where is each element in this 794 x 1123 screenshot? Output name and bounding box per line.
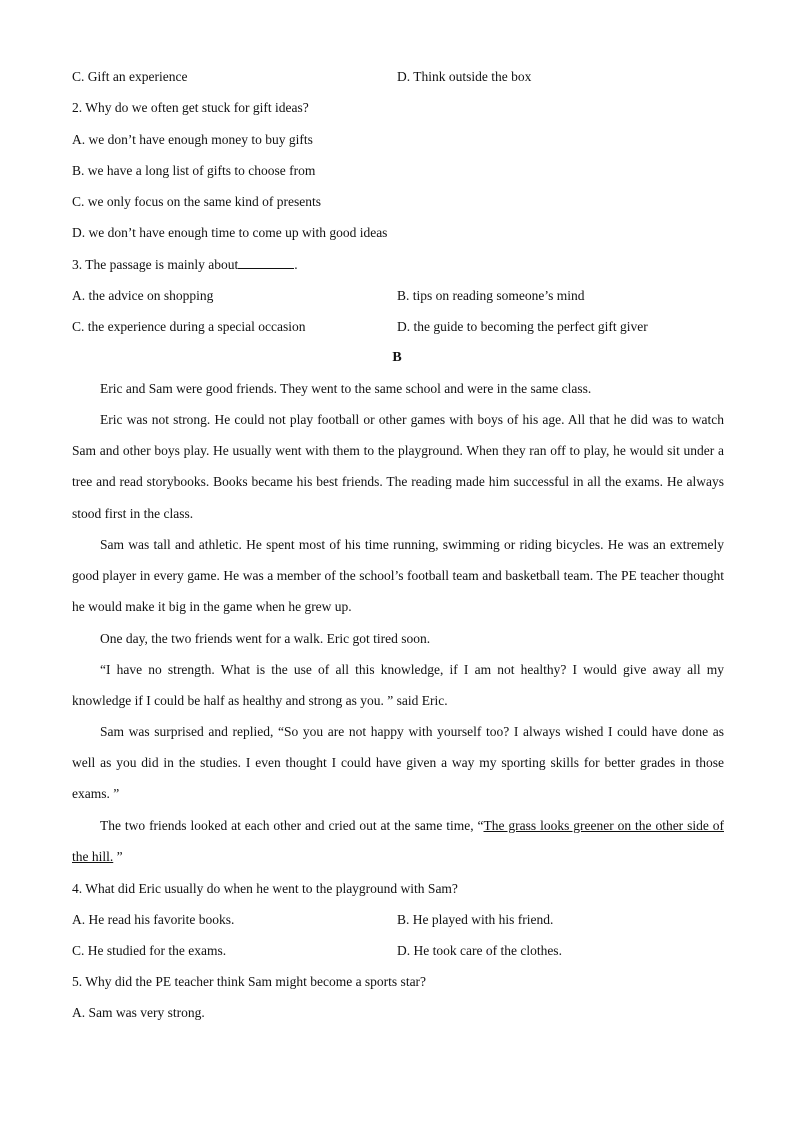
q4-option-a: A. He read his favorite books.	[72, 912, 235, 927]
paragraph-text: Eric was not strong. He could not play football or other games with boys of his age. All that he did was to watch Sam and other boys play. He usually went with them to the playground. When they ran off to play, he would sit under a tree and read storybooks. Books became his best friends. The reading made him successful in all the exams. He always stood first in the class.	[72, 412, 724, 521]
q2-stem: 2. Why do we often get stuck for gift ideas?	[72, 100, 309, 115]
paragraph-text: One day, the two friends went for a walk. Eric got tired soon.	[100, 631, 431, 646]
q3-stem	[72, 256, 298, 273]
passage-paragraph-6	[72, 716, 724, 810]
underlined-sentence: The grass looks greener on the other side of the hill.	[72, 818, 724, 865]
paragraph-text-end: ”	[113, 849, 123, 865]
q1-option-d: D. Think outside the box	[397, 69, 532, 84]
q3-option-a: A. the advice on shopping	[72, 288, 214, 303]
paragraph-text: “I have no strength. What is the use of all this knowledge, if I am not healthy? I would give away all my knowledge if I could be half as healthy and strong as you. ” said Eric.	[72, 662, 724, 709]
paragraph-text: Eric and Sam were good friends. They went to the same school and were in the same class.	[100, 381, 592, 396]
passage-paragraph-7	[72, 810, 724, 872]
paragraph-text: Sam was surprised and replied, “So you are not happy with yourself too? I always wished I could have done as well as you did in the studies. I even thought I could have given a way my sporting skills for better grades in those exams. ”	[72, 724, 724, 802]
passage-paragraph-2	[72, 404, 724, 529]
q4-option-d: D. He took care of the clothes.	[397, 943, 562, 958]
q2-option-b: B. we have a long list of gifts to choose from	[72, 163, 316, 178]
q3-stem-text: 3. The passage is mainly about	[72, 257, 239, 272]
q2-option-c: C. we only focus on the same kind of presents	[72, 194, 321, 209]
passage-paragraph-4	[72, 623, 724, 654]
paragraph-text: Sam was tall and athletic. He spent most of his time running, swimming or riding bicycles. He was an extremely good player in every game. He was a member of the school’s football team and basketball team. The PE teacher thought he would make it big in the game when he grew up.	[72, 537, 724, 615]
q5-stem: 5. Why did the PE teacher think Sam might become a sports star?	[72, 974, 427, 989]
q1-option-c: C. Gift an experience	[72, 69, 188, 84]
passage-paragraph-3	[72, 529, 724, 623]
q3-option-d: D. the guide to becoming the perfect gift giver	[397, 319, 648, 334]
q2-option-a: A. we don’t have enough money to buy gifts	[72, 132, 313, 147]
q4-stem: 4. What did Eric usually do when he went to the playground with Sam?	[72, 881, 458, 896]
section-heading: B	[392, 350, 402, 365]
passage-paragraph-5	[72, 654, 724, 716]
q2-option-d: D. we don’t have enough time to come up with good ideas	[72, 225, 388, 240]
q4-option-b: B. He played with his friend.	[397, 912, 554, 927]
q3-option-b: B. tips on reading someone’s mind	[397, 288, 585, 303]
paragraph-text: The two friends looked at each other and cried out at the same time, “	[100, 818, 484, 833]
q5-option-a: A. Sam was very strong.	[72, 1005, 205, 1020]
q4-option-c: C. He studied for the exams.	[72, 943, 227, 958]
passage-paragraph-1	[72, 373, 724, 404]
q3-option-c: C. the experience during a special occasion	[72, 319, 306, 334]
answer-blank	[238, 256, 294, 269]
q3-stem-end: .	[294, 257, 298, 272]
